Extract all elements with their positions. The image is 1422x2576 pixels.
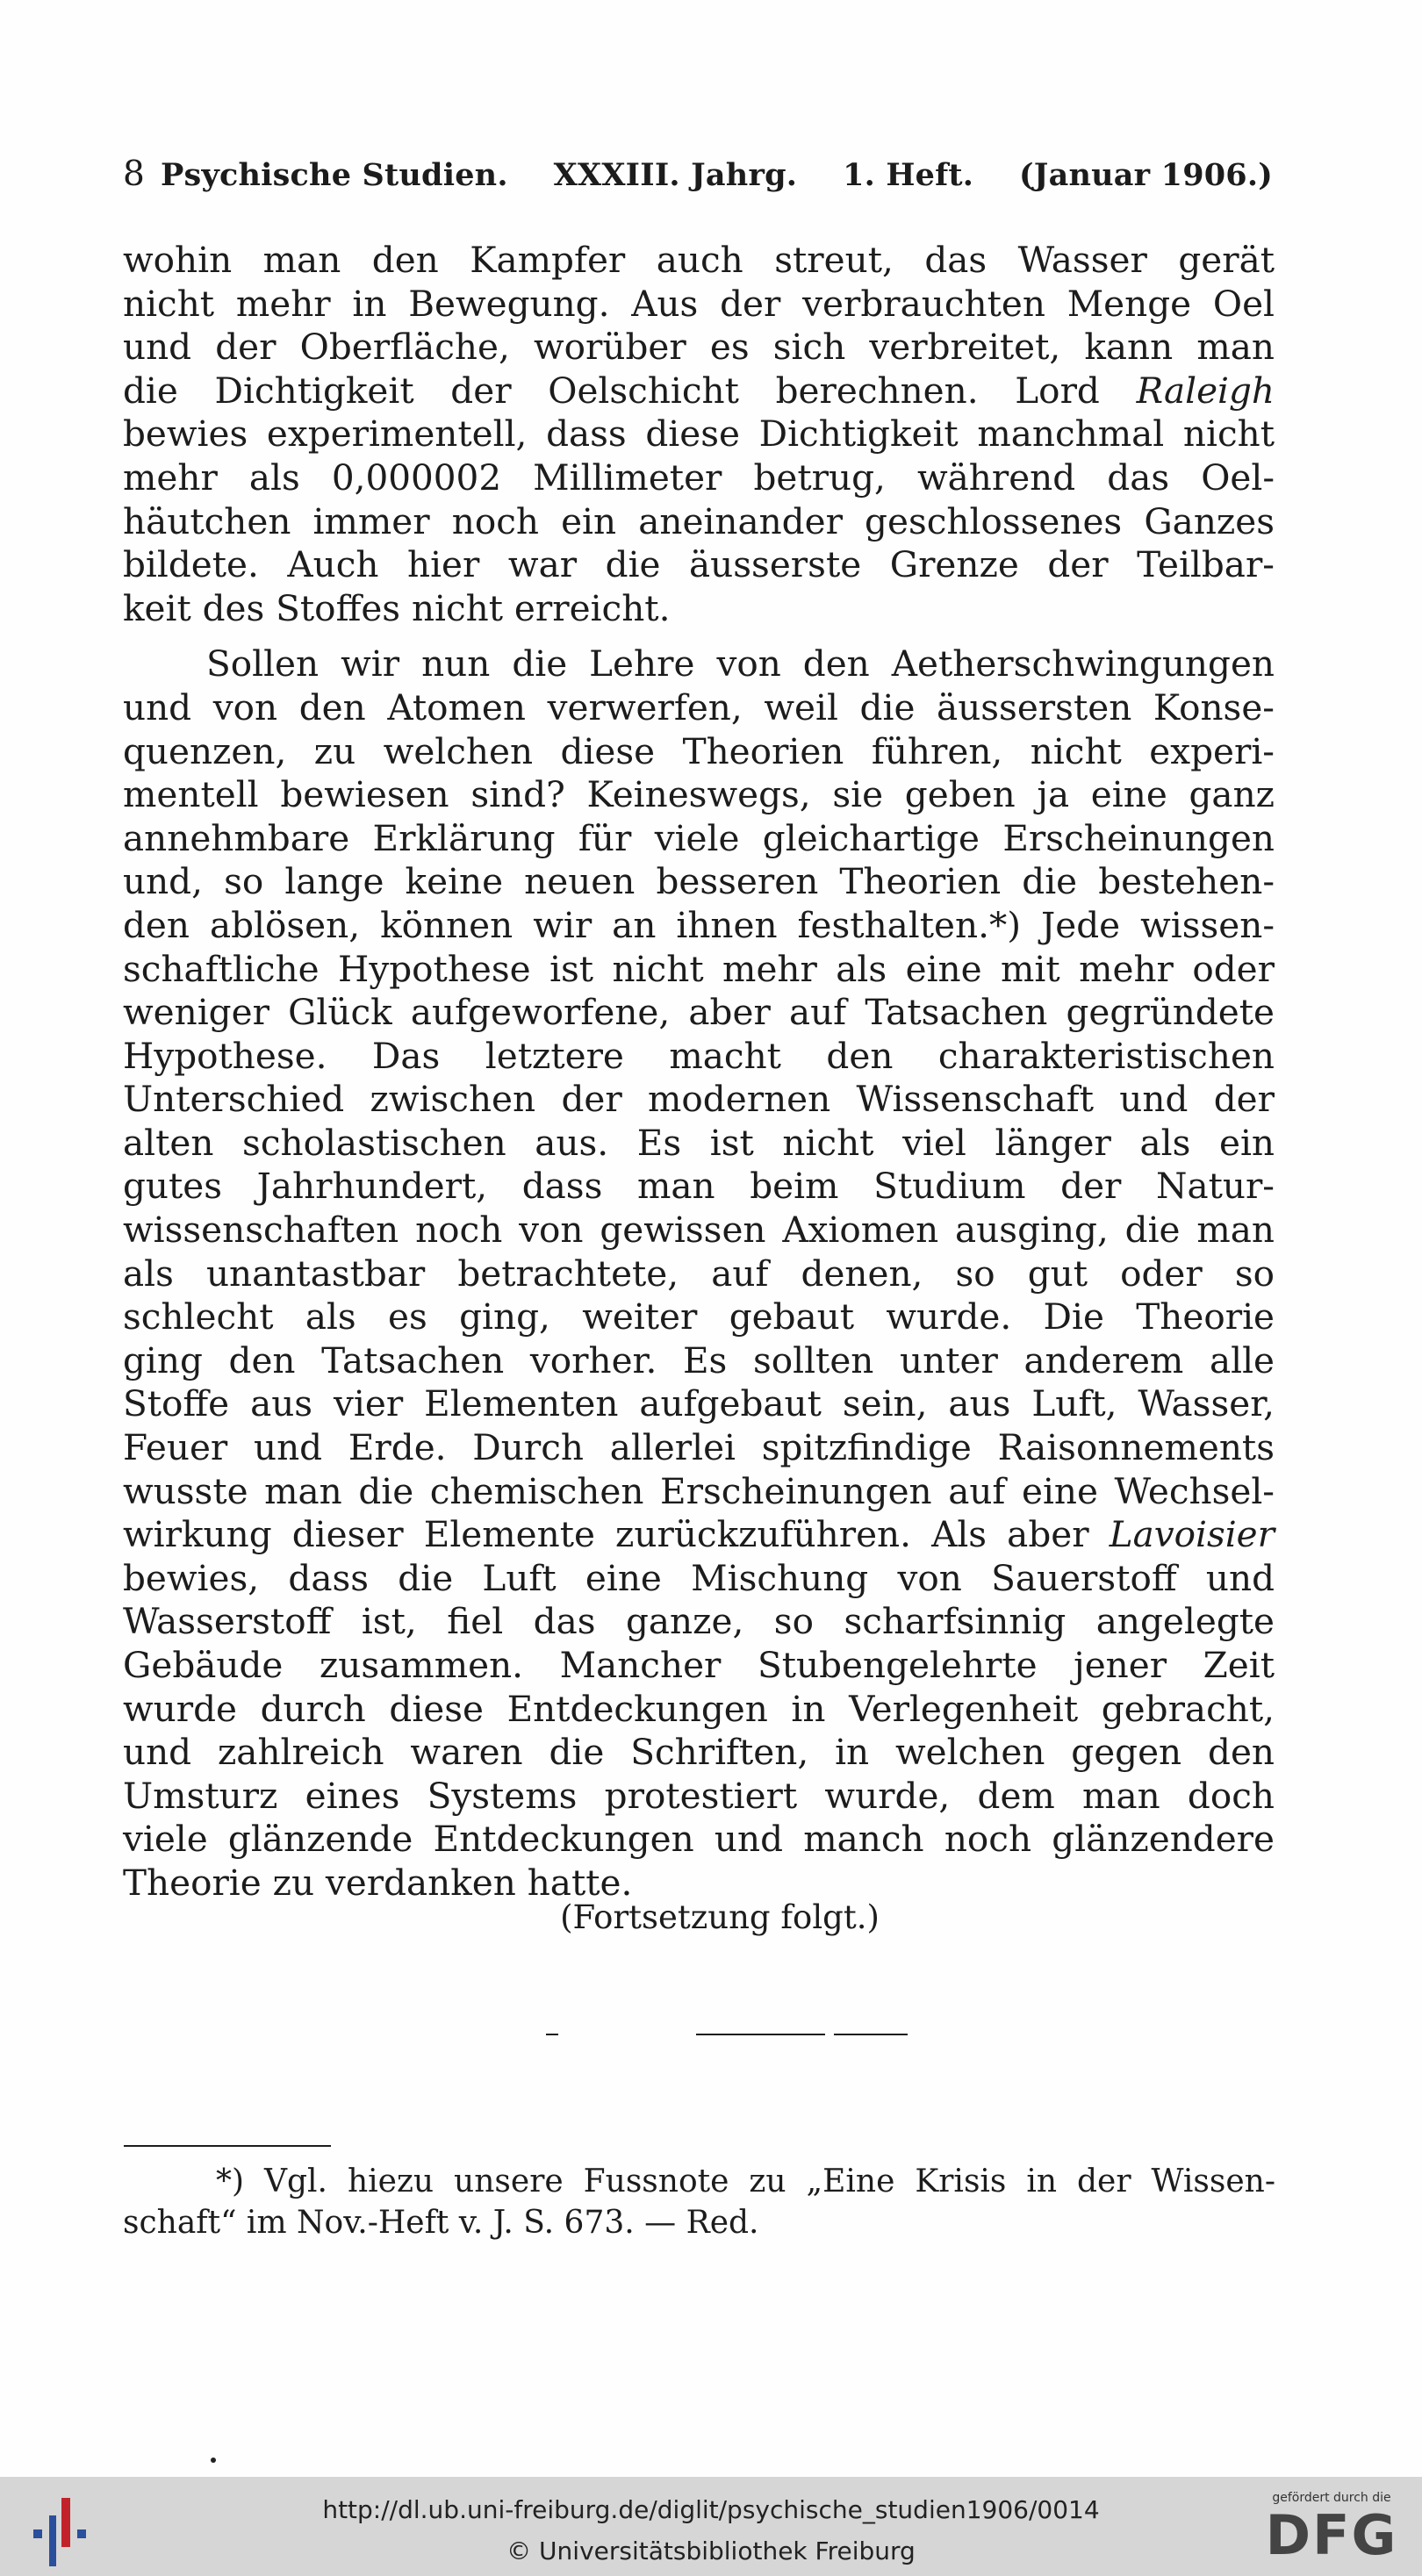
issue-date: (Januar 1906.) [1019, 157, 1273, 193]
text-line: Sollen wir nun die Lehre von den Aetherschwingungen [206, 642, 1275, 685]
text-line: schlecht als es ging, weiter gebaut wurde. Die Theorie [123, 1295, 1275, 1338]
text-line: wusste man die chemischen Erscheinungen auf eine Wechsel- [123, 1469, 1275, 1512]
scan-speck [211, 2458, 216, 2463]
text-line: wirkung dieser Elemente zurückzuführen. Als aber Lavoisier [123, 1513, 1275, 1556]
footnote [123, 2161, 1275, 2243]
text-line: und, so lange keine neuen besseren Theorien die bestehen- [123, 860, 1275, 903]
text-line: den ablösen, können wir an ihnen festhalten.*) Jede wissen- [123, 903, 1275, 946]
text-line: Stoffe aus vier Elementen aufgebaut sein, aus Luft, Wasser, [123, 1382, 1275, 1425]
text-line: keit des Stoffes nicht erreicht. [123, 586, 671, 629]
text-line: bewies, dass die Luft eine Mischung von Sauerstoff und [123, 1556, 1275, 1599]
text-line: häutchen immer noch ein aneinander geschlossenes Ganzes [123, 499, 1275, 542]
separator-rule [546, 2034, 558, 2035]
continuation-note: (Fortsetzung folgt.) [560, 1898, 880, 1936]
text-line: als unantastbar betrachtete, auf denen, so gut oder so [123, 1252, 1275, 1295]
separator-rule [696, 2034, 825, 2035]
body-text [123, 239, 1275, 1905]
footnote-rule [124, 2145, 331, 2147]
text-line: die Dichtigkeit der Oelschicht berechnen. Lord Raleigh [123, 369, 1275, 412]
dfg-logo [1257, 2491, 1406, 2570]
text-line: wurde durch diese Entdeckungen in Verlegenheit gebracht, [123, 1687, 1275, 1730]
text-line: Unterschied zwischen der modernen Wissenschaft und der [123, 1078, 1275, 1121]
footnote-line: *) Vgl. hiezu unsere Fussnote zu „Eine Krisis in der Wissen- [216, 2163, 1275, 2199]
text-line: Gebäude zusammen. Mancher Stubengelehrte jener Zeit [123, 1644, 1275, 1686]
dfg-caption: gefördert durch die [1272, 2491, 1391, 2505]
text-line: schaftliche Hypothese ist nicht mehr als eine mit mehr oder [123, 947, 1275, 990]
text-line: und zahlreich waren die Schriften, in welchen gegen den [123, 1731, 1275, 1774]
text-line: mehr als 0,000002 Millimeter betrug, während das Oel- [123, 456, 1275, 499]
text-line: gutes Jahrhundert, dass man beim Studium der Natur- [123, 1165, 1275, 1208]
text-line: bildete. Auch hier war die äusserste Grenze der Teilbar- [123, 543, 1275, 586]
text-line: alten scholastischen aus. Es ist nicht viel länger als ein [123, 1121, 1275, 1164]
text-line: Wasserstoff ist, fiel das ganze, so scharfsinnig angelegte [123, 1600, 1275, 1643]
text-line: annehmbare Erklärung für viele gleichartige Erscheinungen [123, 816, 1275, 859]
name-lavoisier: Lavoisier [1109, 1513, 1275, 1556]
text-line: wissenschaften noch von gewissen Axiomen ausging, die man [123, 1209, 1275, 1252]
name-raleigh: Raleigh [1136, 369, 1275, 412]
running-head [123, 154, 1273, 194]
text-line: Theorie zu verdanken hatte. [123, 1861, 633, 1904]
dfg-wordmark: DFG [1265, 2503, 1398, 2567]
text-line: viele glänzende Entdeckungen und manch noch glänzendere [123, 1818, 1275, 1861]
text-line: wohin man den Kampfer auch streut, das Wasser gerät [123, 239, 1275, 281]
copyright-notice: © Universitätsbibliothek Freiburg [506, 2537, 916, 2565]
text-line: quenzen, zu welchen diese Theorien führen, nicht experi- [123, 729, 1275, 772]
permalink-url[interactable]: http://dl.ub.uni-freiburg.de/diglit/psychische_studien1906/0014 [322, 2495, 1100, 2524]
footnote-line: schaft“ im Nov.-Heft v. J. S. 673. — Red. [123, 2205, 759, 2241]
journal-title: Psychische Studien. [161, 157, 508, 193]
text-line: Feuer und Erde. Durch allerlei spitzfindige Raisonnements [123, 1426, 1275, 1469]
text-line: Umsturz eines Systems protestiert wurde, dem man doch [123, 1774, 1275, 1817]
text-line: weniger Glück aufgeworfene, aber auf Tatsachen gegründete [123, 991, 1275, 1034]
page-number: 8 [123, 154, 146, 194]
text-line: bewies experimentell, dass diese Dichtigkeit manchmal nicht [123, 413, 1275, 456]
text-line: und der Oberfläche, worüber es sich verbreitet, kann man [123, 326, 1275, 369]
text-line: Hypothese. Das letztere macht den charakteristischen [123, 1034, 1275, 1077]
text-line: nicht mehr in Bewegung. Aus der verbrauchten Menge Oel [123, 282, 1275, 325]
volume-year: XXXIII. Jahrg. [553, 157, 798, 193]
text-line: ging den Tatsachen vorher. Es sollten unter anderem alle [123, 1338, 1275, 1381]
text-line: mentell bewiesen sind? Keineswegs, sie geben ja eine ganz [123, 773, 1275, 816]
text-line: und von den Atomen verwerfen, weil die äussersten Konse- [123, 685, 1275, 728]
issue-number: 1. Heft. [843, 157, 974, 193]
separator-rule [834, 2034, 908, 2035]
